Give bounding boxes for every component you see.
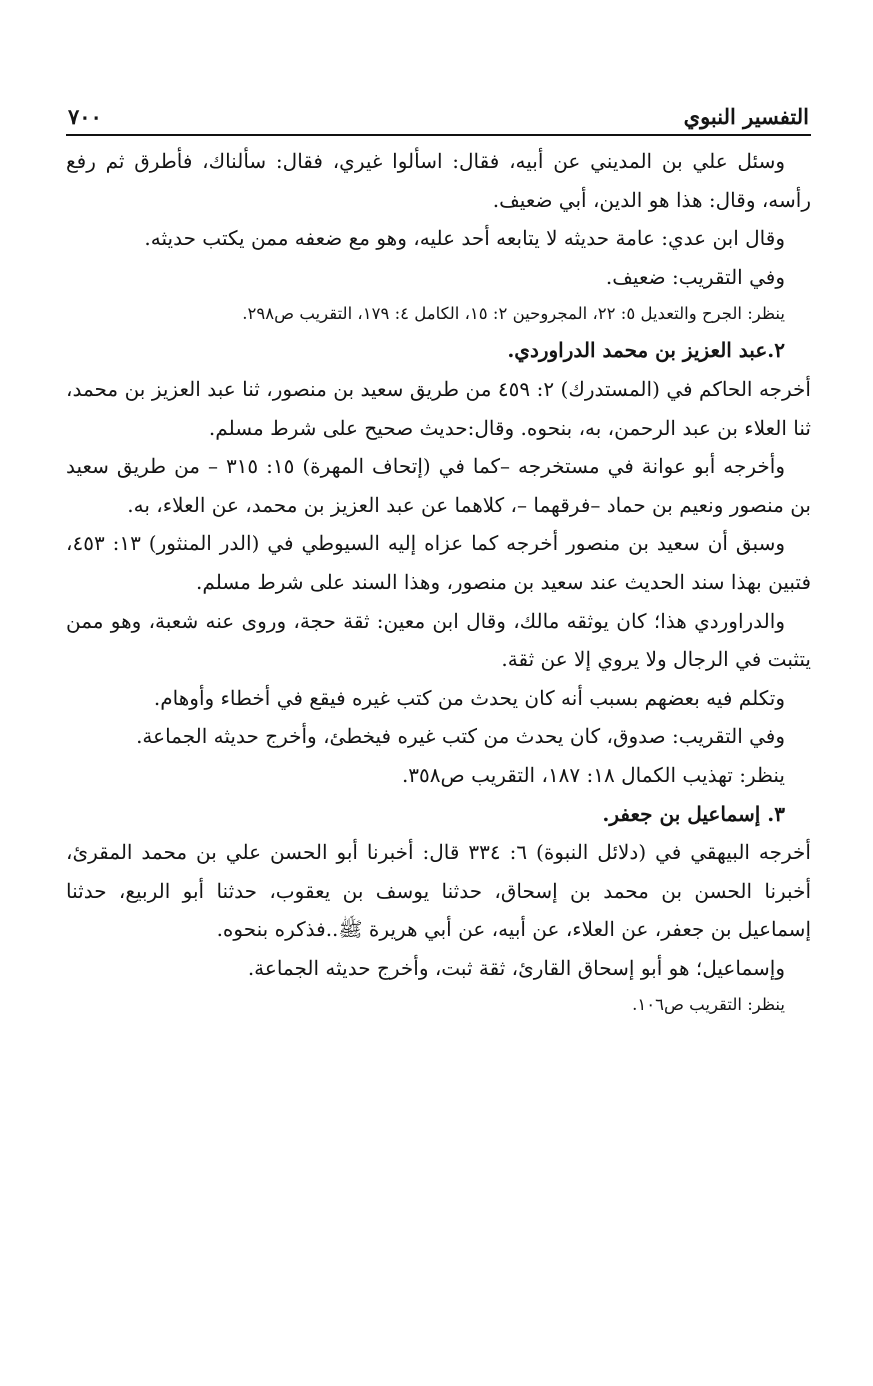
paragraph: وقال ابن عدي: عامة حديثه لا يتابعه أحد عليه، وهو مع ضعفه ممن يكتب حديثه. [144, 226, 785, 251]
section-heading: ٢.عبد العزيز بن محمد الدراوردي. [507, 338, 785, 363]
header-rule [66, 134, 811, 136]
paragraph: أخرجه الحاكم في (المستدرك) ٢: ٤٥٩ من طريق سعيد بن منصور، ثنا عبد العزيز بن محمد، ثنا العلاء بن عبد الرحمن، به، بنحوه. وقال:حديث صحيح على شرط مسلم. [66, 376, 811, 440]
section-heading: ٣. إسماعيل بن جعفر. [602, 801, 785, 826]
paragraph: وأخرجه أبو عوانة في مستخرجه –كما في (إتحاف المهرة) ١٥: ٣١٥ – من طريق سعيد بن منصور ونعيم بن حماد –فرقهما –، كلاهما عن عبد العزيز بن محمد، عن العلاء، به. [66, 454, 811, 517]
paragraph: وفي التقريب: صدوق، كان يحدث من كتب غيره فيخطئ، وأخرج حديثه الجماعة. [136, 724, 785, 749]
page-body [66, 142, 811, 1022]
page-header [66, 104, 811, 134]
paragraph: وفي التقريب: ضعيف. [605, 264, 785, 289]
paragraph: وإسماعيل؛ هو أبو إسحاق القارئ، ثقة ثبت، وأخرج حديثه الجماعة. [247, 955, 785, 980]
reference-note: ينظر: تهذيب الكمال ١٨: ١٨٧، التقريب ص٣٥٨. [401, 762, 785, 787]
page-number: ٧٠٠ [68, 104, 102, 129]
paragraph: والدراوردي هذا؛ كان يوثقه مالك، وقال ابن معين: ثقة حجة، وروى عنه شعبة، وهو ممن يتثبت في الرجال ولا يروي إلا عن ثقة. [66, 608, 811, 672]
running-title: التفسير النبوي [683, 104, 809, 129]
book-page [66, 104, 811, 1022]
paragraph: أخرجه البيهقي في (دلائل النبوة) ٦: ٣٣٤ قال: أخبرنا أبو الحسن علي بن محمد المقرئ، أخبرنا الحسن بن محمد بن إسحاق، حدثنا يوسف بن يعقوب، حدثنا أبو الربيع، حدثنا إسماعيل بن جعفر، عن العلاء، عن أبيه، عن أبي هريرة ﷺ..فذكره بنحوه. [66, 840, 811, 942]
reference-note: ينظر: الجرح والتعديل ٥: ٢٢، المجروحين ٢: ١٥، الكامل ٤: ١٧٩، التقريب ص٢٩٨. [242, 304, 785, 324]
paragraph: وسبق أن سعيد بن منصور أخرجه كما عزاه إليه السيوطي في (الدر المنثور) ١٣: ٤٥٣، فتبين بهذا سند الحديث عند سعيد بن منصور، وهذا السند على شرط مسلم. [66, 531, 811, 594]
paragraph: وسئل علي بن المديني عن أبيه، فقال: اسألوا غيري، فقال: سألناك، فأطرق ثم رفع رأسه، وقال: هذا هو الدين، أبي ضعيف. [66, 149, 811, 212]
paragraph: وتكلم فيه بعضهم بسبب أنه كان يحدث من كتب غيره فيقع في أخطاء وأوهام. [153, 685, 785, 710]
reference-note: ينظر: التقريب ص١٠٦. [632, 995, 785, 1015]
